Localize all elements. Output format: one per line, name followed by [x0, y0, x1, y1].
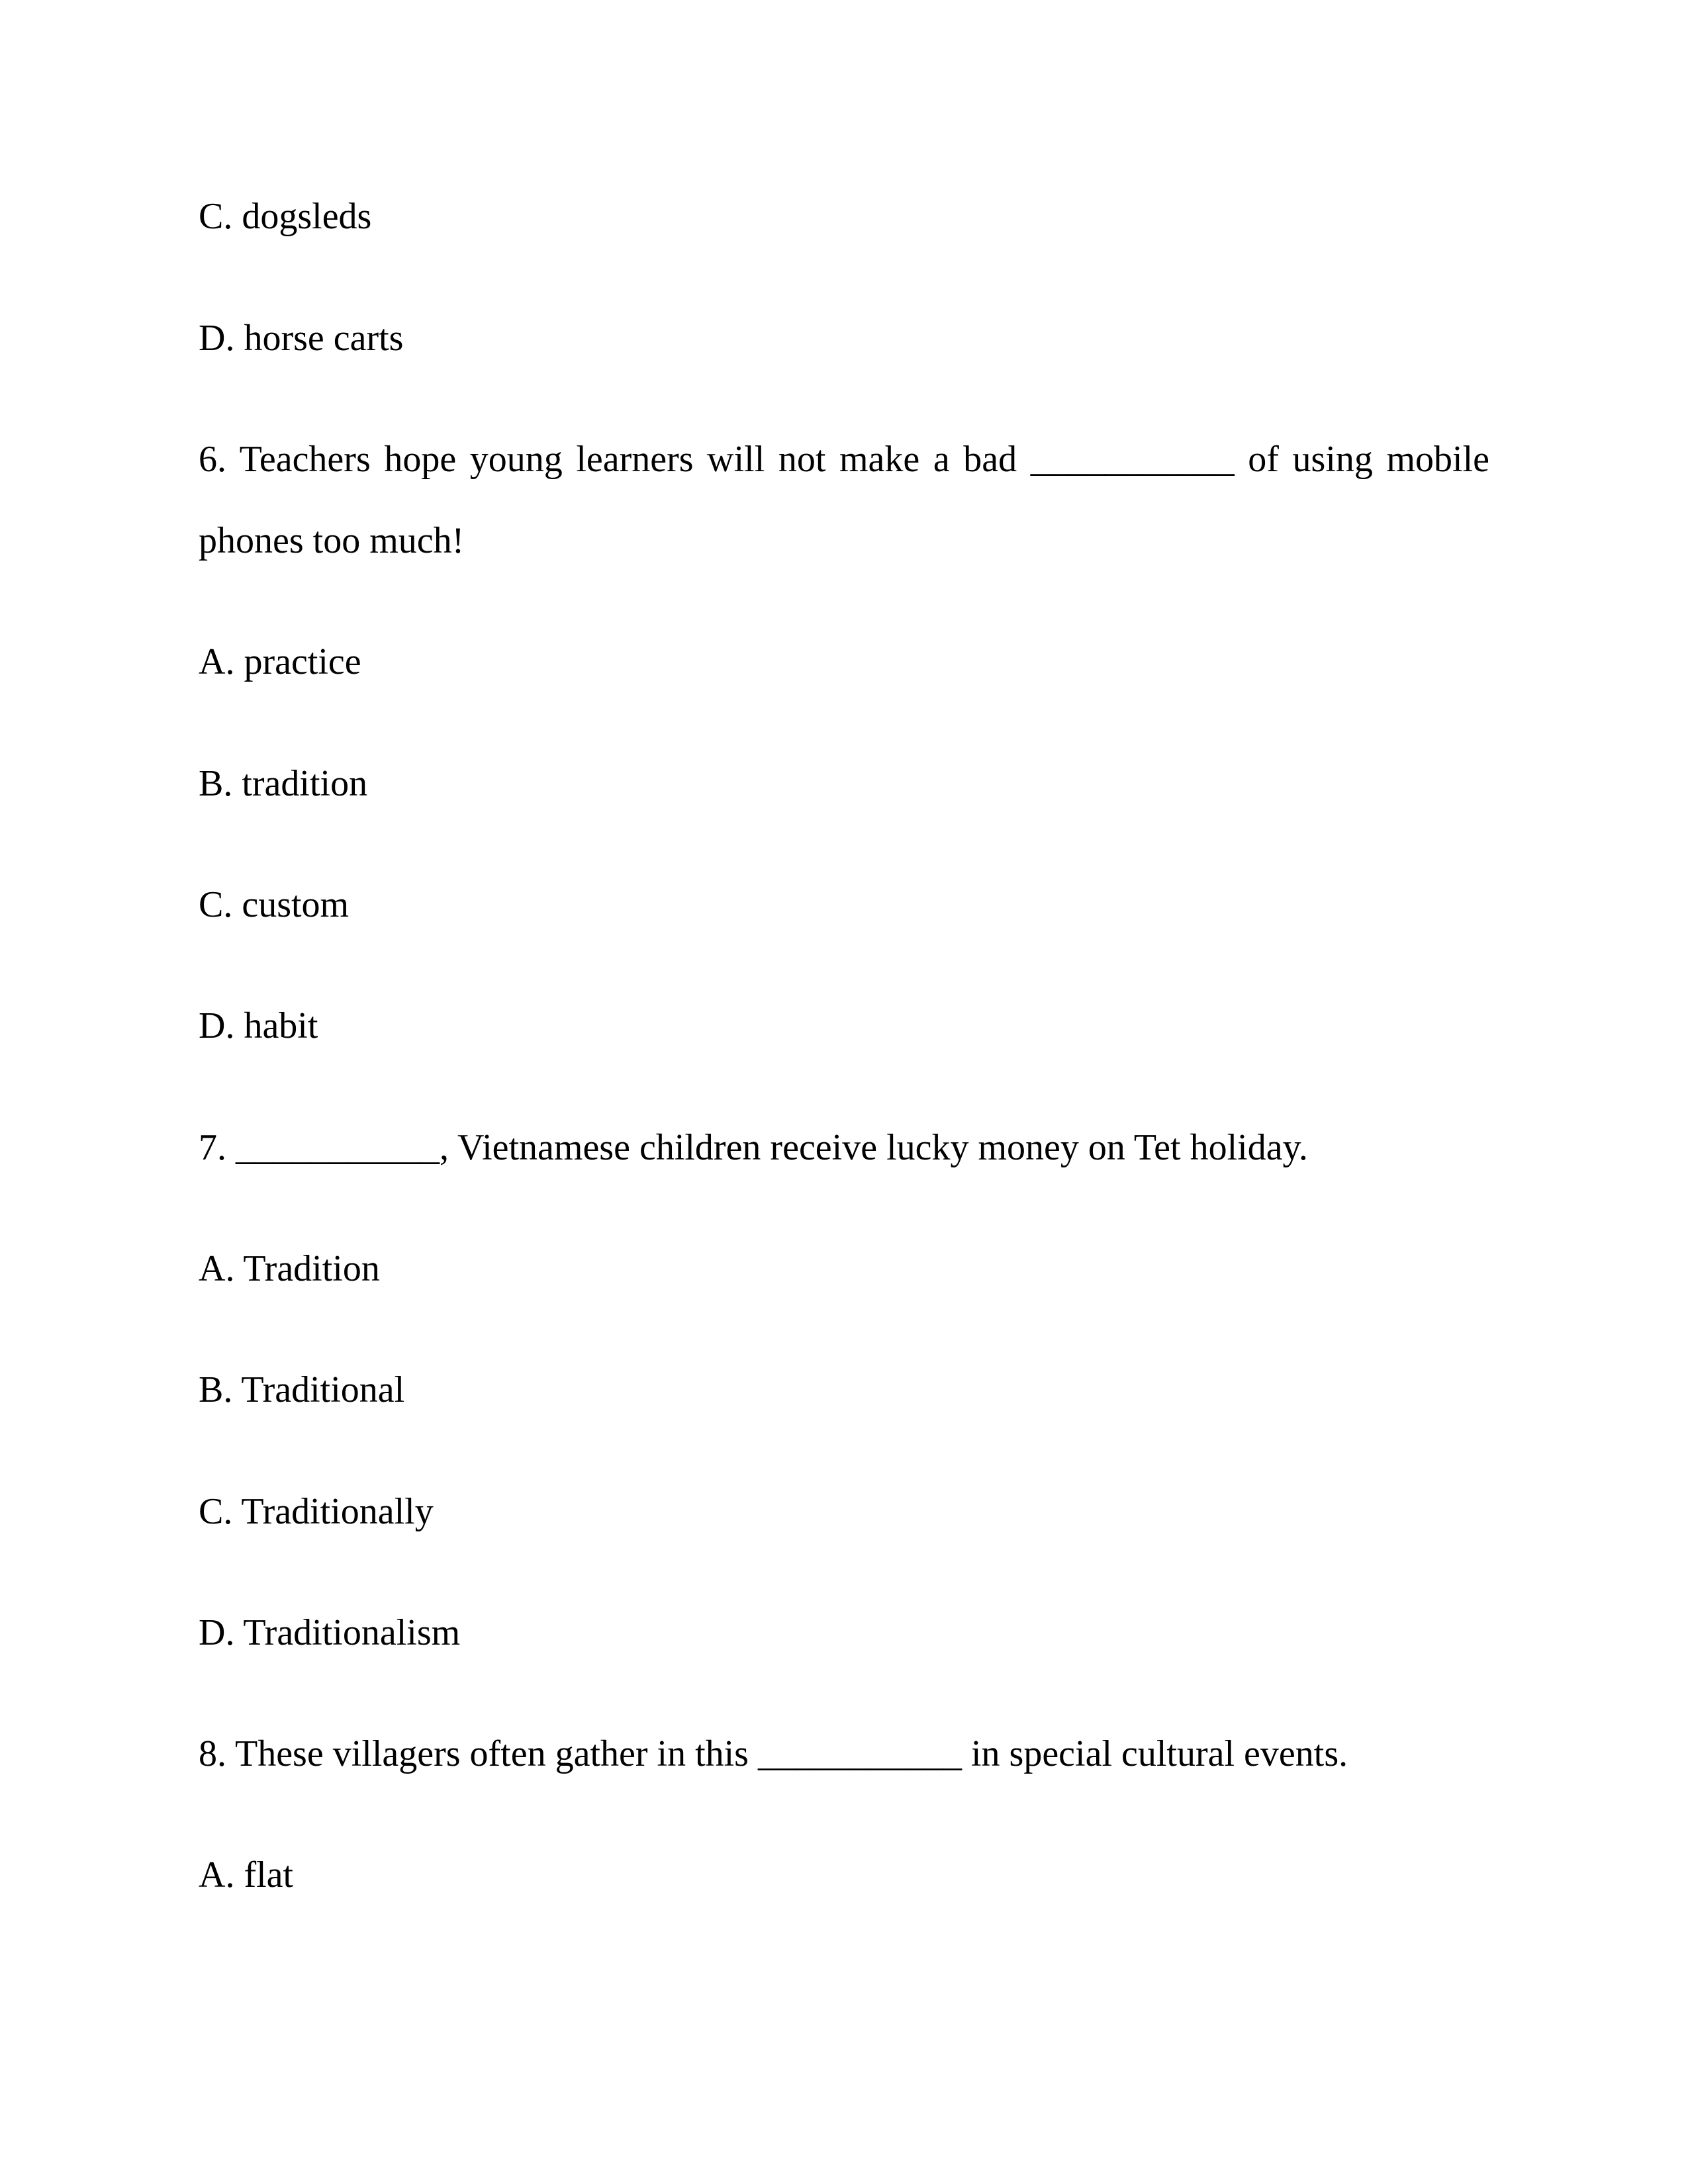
- question-6-option-d: D. habit: [199, 1005, 318, 1046]
- question-7-option-b: B. Traditional: [199, 1369, 405, 1410]
- answer-option-d-horse-carts: D. horse carts: [199, 318, 404, 359]
- question-6-option-a: A. practice: [199, 641, 361, 682]
- question-6-line-2: phones too much!: [199, 520, 465, 561]
- question-7-option-d: D. Traditionalism: [199, 1612, 461, 1653]
- question-6-line-1: 6. Teachers hope young learners will not make a bad ___________ of using mobile: [199, 439, 1489, 480]
- question-7-option-c: C. Traditionally: [199, 1491, 434, 1532]
- question-8-text: 8. These villagers often gather in this ___________ in special cultural events.: [199, 1733, 1348, 1774]
- question-7-text: 7. ___________, Vietnamese children receive lucky money on Tet holiday.: [199, 1127, 1308, 1168]
- question-6-option-b: B. tradition: [199, 763, 368, 804]
- question-8-option-a: A. flat: [199, 1854, 294, 1895]
- question-6-text: [199, 419, 1489, 582]
- answer-option-c-dogsleds: C. dogsleds: [199, 196, 372, 237]
- question-7-option-a: A. Tradition: [199, 1248, 380, 1289]
- question-6-option-c: C. custom: [199, 884, 350, 925]
